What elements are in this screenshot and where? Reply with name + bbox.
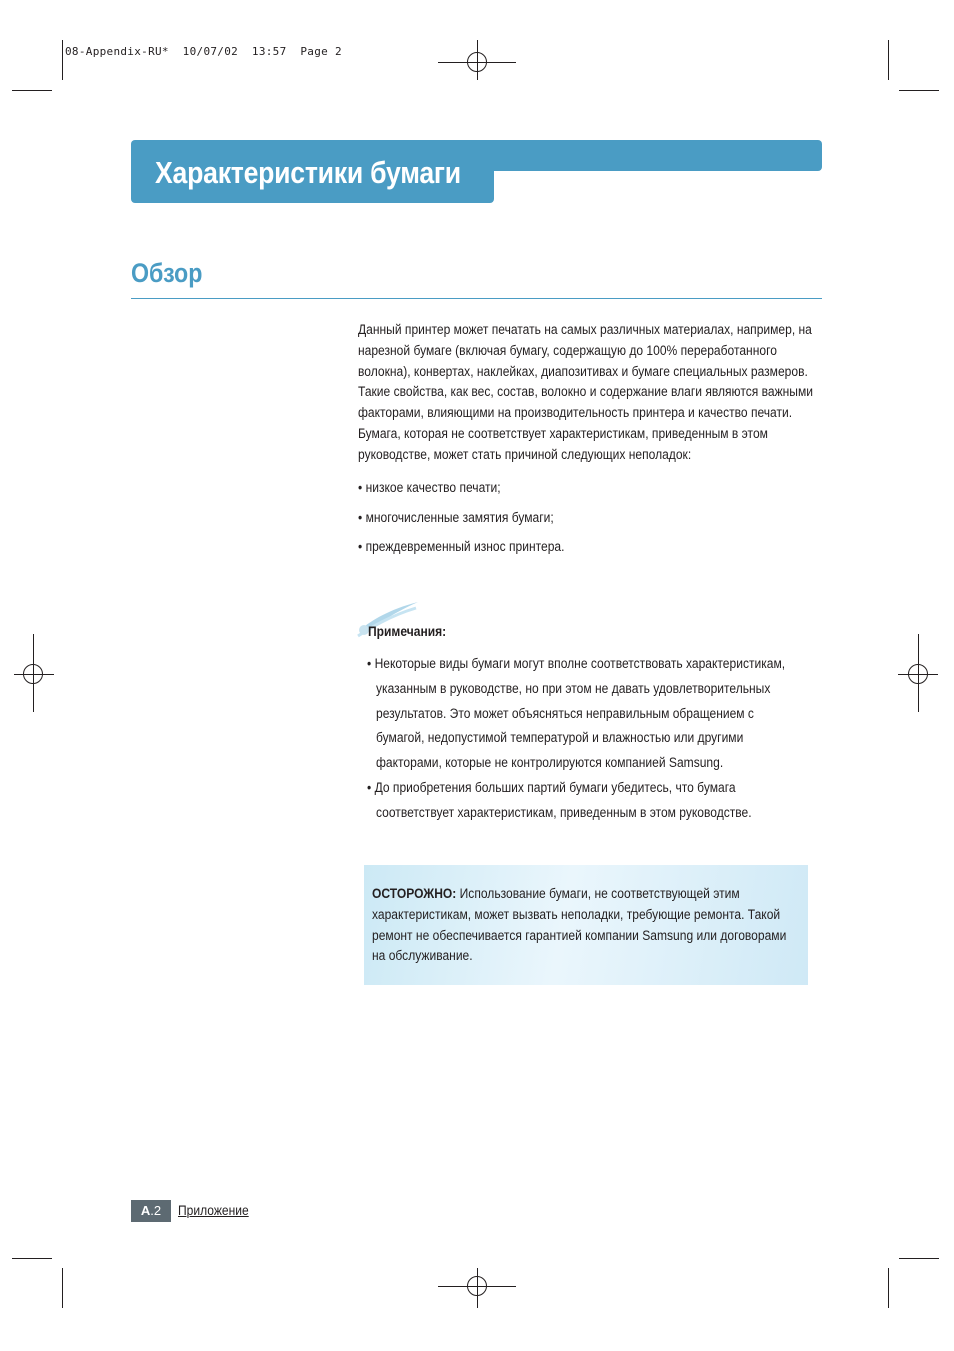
page-separator: . [150, 1203, 154, 1218]
section-heading: Обзор [131, 258, 203, 288]
note-item-line: факторами, которые не контролируются компанией Samsung. [376, 755, 724, 771]
page-title: Характеристики бумаги [155, 155, 461, 190]
intro-line: волокна), конвертах, наклейках, диапозитивах и бумаге специальных размеров. [358, 363, 808, 379]
footer-section-label: Приложение [178, 1203, 249, 1218]
intro-line: факторами, влияющими на производительность принтера и качество печати. [358, 405, 793, 421]
crop-mark-top-right-h [899, 90, 939, 91]
crop-mark-bottom-right-v [888, 1268, 889, 1308]
list-item: • преждевременный износ принтера. [358, 539, 565, 554]
intro-line: Данный принтер может печатать на самых различных материалах, например, на [358, 322, 812, 337]
section-divider [131, 298, 822, 299]
intro-paragraph [358, 320, 828, 466]
intro-line: Бумага, которая не соответствует характеристикам, приведенным в этом [358, 425, 768, 441]
registration-mark-top-circle [467, 52, 487, 72]
caution-line: на обслуживание. [372, 948, 473, 964]
caution-first-line: Использование бумаги, не соответствующей этим [456, 886, 740, 901]
registration-mark-bottom-circle [467, 1276, 487, 1296]
note-item-line: указанным в руководстве, но при этом не давать удовлетворительных [376, 680, 771, 696]
page-number-badge [131, 1200, 171, 1222]
crop-mark-bottom-right-h [899, 1258, 939, 1259]
intro-line: Такие свойства, как вес, состав, волокно и содержание влаги являются важными [358, 384, 813, 400]
caution-label: ОСТОРОЖНО: [372, 886, 457, 901]
note-item-line: бумагой, недопустимой температурой и влажностью или другими [376, 730, 744, 746]
intro-line: нарезной бумаге (включая бумагу, содержащую до 100% переработанного [358, 342, 777, 358]
crop-mark-bottom-left-h [12, 1258, 52, 1259]
caution-text [372, 884, 802, 967]
crop-mark-top-left-v [62, 40, 63, 80]
note-item-line: соответствует характеристикам, приведенным в этом руководстве. [376, 804, 752, 820]
note-item-line: результатов. Это может объясняться неправильным обращением с [376, 705, 754, 721]
list-item: • низкое качество печати; [358, 480, 501, 495]
intro-line: руководстве, может стать причиной следующих неполадок: [358, 446, 692, 462]
page-number: 2 [153, 1203, 162, 1218]
registration-mark-left-circle [23, 664, 43, 684]
note-label: Примечания: [368, 624, 447, 639]
note-item-line: • До приобретения больших партий бумаги убедитесь, что бумага [367, 779, 736, 795]
page-letter: A [140, 1203, 151, 1218]
crop-mark-top-left-h [12, 90, 52, 91]
print-slug: 08-Appendix-RU* 10/07/02 13:57 Page 2 [65, 45, 342, 58]
title-banner-strip [472, 140, 822, 171]
registration-mark-right-circle [908, 664, 928, 684]
note-item-line: • Некоторые виды бумаги могут вполне соответствовать характеристикам, [367, 656, 786, 671]
note-list [367, 652, 827, 826]
caution-line: характеристикам, может вызвать неполадки, требующие ремонта. Такой [372, 906, 781, 922]
caution-line: ремонт не обеспечивается гарантией компании Samsung или договорами [372, 927, 787, 943]
crop-mark-top-right-v [888, 40, 889, 80]
crop-mark-bottom-left-v [62, 1268, 63, 1308]
list-item: • многочисленные замятия бумаги; [358, 509, 554, 525]
caution-line [372, 884, 759, 905]
problems-list [358, 478, 828, 567]
